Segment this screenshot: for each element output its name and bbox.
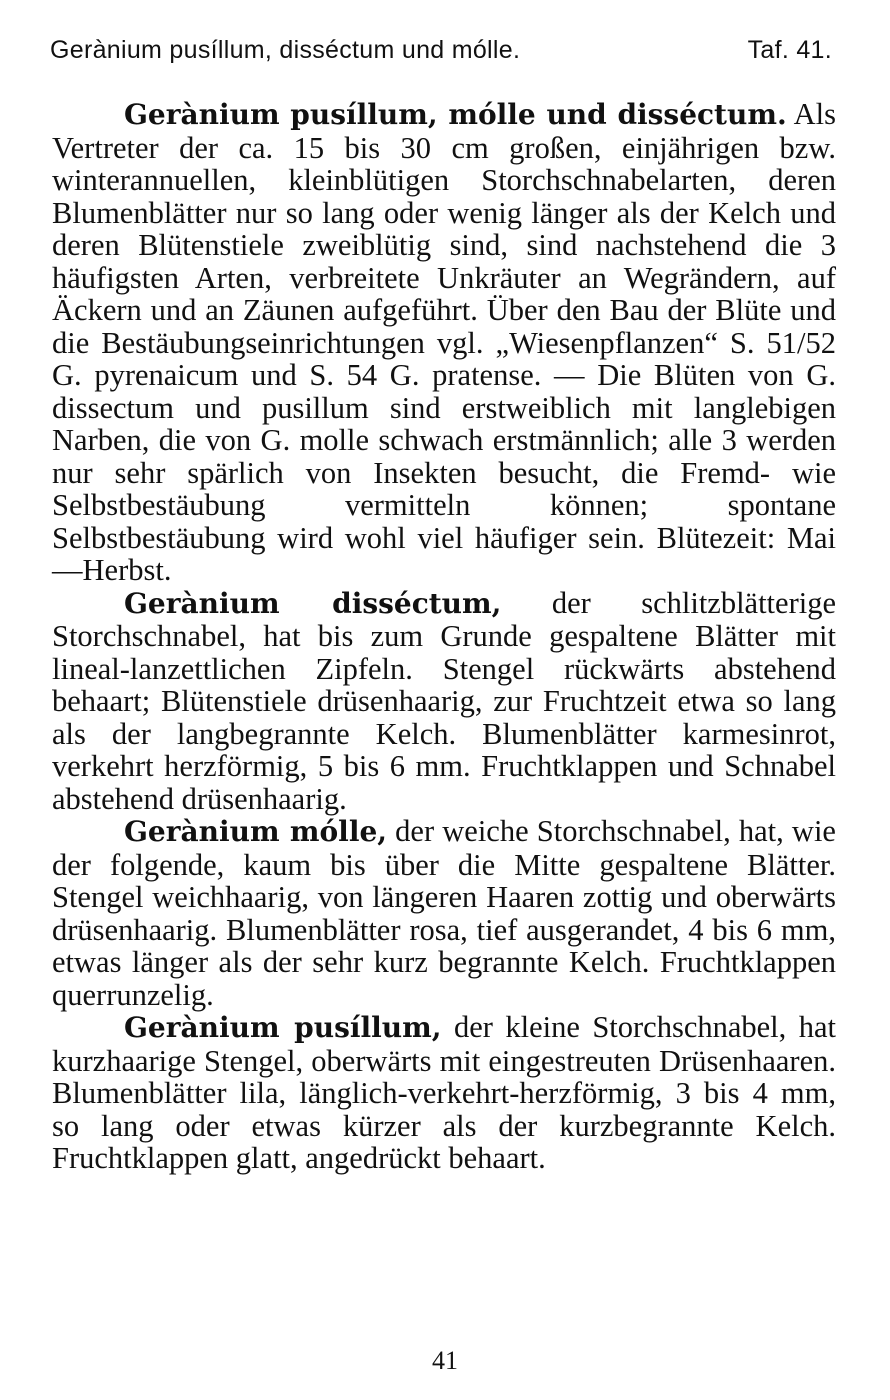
running-head	[50, 36, 840, 76]
paragraph-lead-dissectum: Gerànium disséctum,	[124, 586, 502, 620]
paragraph-molle	[52, 815, 836, 1011]
paragraph-lead-pusillum: Gerànium pusíllum,	[124, 1011, 442, 1044]
paragraph-overview	[52, 98, 836, 587]
paragraph-text-dissectum: der schlitzblätterige Storchschnabel, hat bis zum Grunde gespaltene Blätter mit lineal-lanzettlichen Zipfeln. Stengel rückwärts abstehend behaart; Blütenstiele drüsenhaarig, zur Fruchtzeit etwa so lang als der langbegrannte Kelch. Blumenblätter karmesinrot, verkehrt herzförmig, 5 bis 6 mm. Fruchtklappen und Schnabel abstehend drüsenhaarig.	[52, 585, 836, 816]
paragraph-pusillum	[52, 1011, 836, 1175]
paragraph-dissectum	[52, 587, 836, 816]
paragraph-lead-overview: Gerànium pusíllum, mólle und disséctum.	[124, 98, 787, 131]
plate-number: Taf. 41.	[747, 36, 832, 64]
paragraph-text-pusillum: der kleine Storchschnabel, hat kurzhaarige Stengel, oberwärts mit eingestreuten Drüsenhaaren. Blumenblätter lila, länglich-verkehrt-herzförmig, 3 bis 4 mm, so lang oder etwas kürzer als der kurzbegrannte Kelch. Fruchtklappen glatt, angedrückt behaart.	[52, 1010, 836, 1175]
body-text	[52, 98, 836, 1175]
running-head-title: Gerànium pusíllum, disséctum und mólle.	[50, 36, 521, 64]
page-number: 41	[432, 1346, 458, 1375]
paragraph-text-molle: der weiche Storchschnabel, hat, wie der folgende, kaum bis über die Mitte gespaltene Blätter. Stengel weichhaarig, von längeren Haaren zottig und oberwärts drüsenhaarig. Blumenblätter rosa, tief ausgerandet, 4 bis 6 mm, etwas länger als der sehr kurz begrannte Kelch. Fruchtklappen querrunzelig.	[52, 814, 836, 1012]
paragraph-text-overview: Als Vertreter der ca. 15 bis 30 cm großen, einjährigen bzw. winterannuellen, kleinblütigen Storchschnabelarten, deren Blumenblätter nur so lang oder wenig länger als der Kelch und deren Blütenstiele zweiblütig sind, sind nachstehend die 3 häufigsten Arten, verbreitete Unkräuter an Wegrändern, auf Äckern und an Zäunen aufgeführt. Über den Bau der Blüte und die Bestäubungseinrichtungen vgl. „Wiesenpflanzen“ S. 51/52 G. pyrenaicum und S. 54 G. pratense. — Die Blüten von G. dissectum und pusillum sind erstweiblich mit langlebigen Narben, die von G. molle schwach erstmännlich; alle 3 werden nur sehr spärlich von Insekten besucht, die Fremd- wie Selbstbestäubung vermitteln können; spontane Selbstbestäubung wird wohl viel häufiger sein. Blütezeit: Mai—Herbst.	[52, 97, 837, 587]
paragraph-lead-molle: Gerànium mólle,	[124, 815, 388, 848]
